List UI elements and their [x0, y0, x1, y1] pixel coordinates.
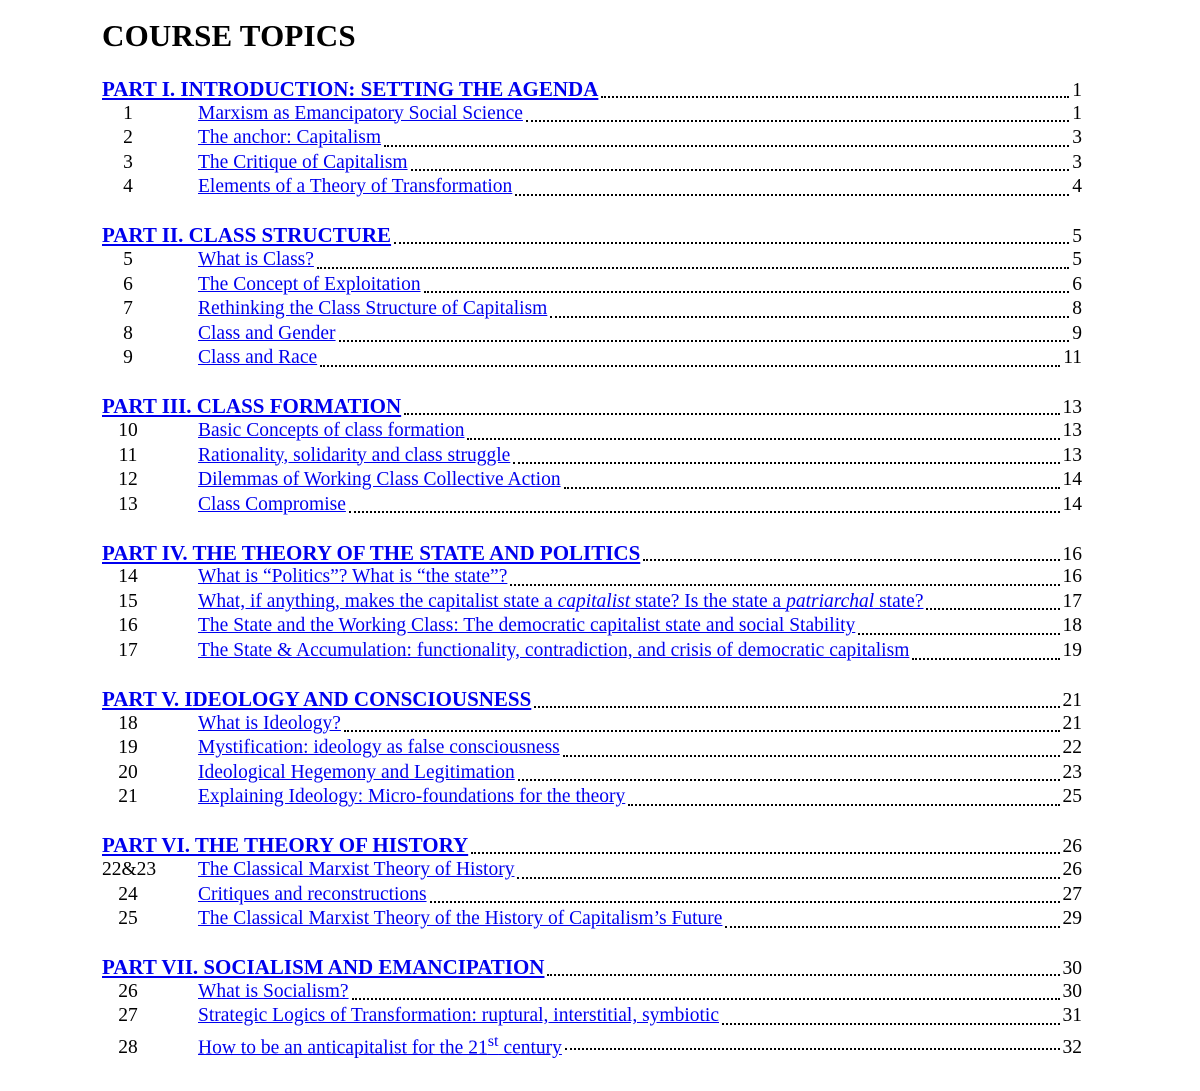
part-heading-link[interactable]: PART V. IDEOLOGY AND CONSCIOUSNESS	[102, 687, 532, 712]
page-number: 21	[1062, 712, 1082, 734]
page-number: 31	[1062, 1005, 1082, 1027]
page-number: 17	[1062, 590, 1082, 612]
page-number: 19	[1062, 640, 1082, 662]
topic-link[interactable]: The Critique of Capitalism	[198, 151, 408, 173]
page-number: 23	[1062, 761, 1082, 783]
topic-number: 19	[118, 737, 138, 759]
toc-part-heading	[102, 955, 1082, 980]
topic-number: 21	[118, 786, 138, 808]
topic-number: 5	[123, 248, 133, 270]
toc-entry	[102, 858, 1082, 883]
toc-entry	[102, 1004, 1082, 1029]
toc-part-heading	[102, 394, 1082, 419]
topic-number: 4	[123, 176, 133, 198]
page-number: 1	[1072, 80, 1082, 101]
dot-leader	[510, 584, 1059, 586]
dot-leader	[550, 316, 1069, 318]
page-number: 14	[1062, 493, 1082, 515]
topic-link[interactable]: Class and Race	[198, 347, 318, 369]
page-number: 16	[1062, 543, 1082, 565]
toc-entry	[102, 1029, 1082, 1059]
part-heading-link[interactable]: PART I. INTRODUCTION: SETTING THE AGENDA	[102, 77, 599, 101]
topic-number: 10	[118, 419, 138, 441]
topic-number: 8	[123, 322, 133, 344]
topic-number: 28	[118, 1037, 138, 1059]
topic-link[interactable]: What is Class?	[198, 248, 314, 270]
page-number: 5	[1072, 248, 1082, 270]
dot-leader	[564, 487, 1060, 489]
toc-entry	[102, 126, 1082, 151]
dot-leader	[394, 242, 1069, 244]
topic-link[interactable]: What is Socialism?	[198, 980, 349, 1002]
toc-part-section	[102, 833, 1082, 931]
topic-number: 2	[123, 127, 133, 149]
topic-number: 27	[118, 1005, 138, 1027]
topic-link[interactable]: Critiques and reconstructions	[198, 883, 427, 905]
toc-part-section	[102, 394, 1082, 517]
toc-entry	[102, 639, 1082, 664]
toc-part-section	[102, 541, 1082, 664]
part-heading-link[interactable]: PART III. CLASS FORMATION	[102, 394, 402, 419]
page-number: 32	[1062, 1037, 1082, 1059]
dot-leader	[515, 194, 1069, 196]
topic-link[interactable]: Explaining Ideology: Micro-foundations for the theory	[198, 786, 626, 808]
topic-number: 22&23	[102, 858, 157, 880]
toc-entry	[102, 468, 1082, 493]
topic-link[interactable]: What is “Politics”? What is “the state”?	[198, 566, 508, 588]
page-number: 4	[1072, 176, 1082, 198]
toc-part-heading	[102, 223, 1082, 248]
toc-part-section	[102, 955, 1082, 1059]
dot-leader	[320, 365, 1060, 367]
page-number: 13	[1062, 397, 1082, 419]
toc-entry	[102, 712, 1082, 737]
toc-entry	[102, 151, 1082, 176]
page-number: 16	[1062, 566, 1082, 588]
dot-leader	[349, 511, 1060, 513]
table-of-contents	[102, 77, 1082, 1077]
topic-link[interactable]: Elements of a Theory of Transformation	[198, 176, 513, 198]
page-number: 27	[1062, 883, 1082, 905]
part-heading-link[interactable]: PART IV. THE THEORY OF THE STATE AND POLITICS	[102, 540, 641, 565]
topic-number: 25	[118, 908, 138, 930]
toc-entry	[102, 736, 1082, 761]
dot-leader	[534, 706, 1059, 708]
topic-number: 7	[123, 298, 133, 320]
page-number: 13	[1062, 444, 1082, 466]
page-number: 3	[1072, 127, 1082, 149]
toc-entry	[102, 883, 1082, 908]
dot-leader	[926, 608, 1059, 610]
topic-number: 1	[123, 102, 133, 124]
page-number: 9	[1072, 322, 1082, 344]
toc-entry	[102, 493, 1082, 518]
topic-number: 6	[123, 273, 133, 295]
toc-entry	[102, 419, 1082, 444]
toc-part-heading	[102, 833, 1082, 858]
topic-link[interactable]: Rethinking the Class Structure of Capitalism	[198, 298, 548, 320]
topic-number: 24	[118, 883, 138, 905]
page-number: 6	[1072, 273, 1082, 295]
page-number: 13	[1062, 419, 1082, 441]
dot-leader	[339, 340, 1070, 342]
toc-entry	[102, 248, 1082, 273]
page-number: 22	[1062, 737, 1082, 759]
topic-link[interactable]: Class and Gender	[198, 322, 336, 344]
topic-link[interactable]: Rationality, solidarity and class struggle	[198, 444, 511, 466]
toc-entry	[102, 273, 1082, 298]
toc-part-section	[102, 223, 1082, 371]
page-title: COURSE TOPICS	[102, 18, 356, 53]
toc-entry	[102, 785, 1082, 810]
topic-number: 15	[118, 590, 138, 612]
toc-entry	[102, 907, 1082, 932]
topic-link[interactable]: Basic Concepts of class formation	[198, 419, 465, 441]
topic-link[interactable]: The Classical Marxist Theory of History	[198, 858, 515, 880]
toc-part-heading	[102, 77, 1082, 102]
dot-leader	[518, 779, 1060, 781]
dot-leader	[317, 267, 1069, 269]
dot-leader	[467, 438, 1059, 440]
toc-entry	[102, 346, 1082, 371]
dot-leader	[643, 559, 1059, 561]
toc-entry	[102, 980, 1082, 1005]
page-number: 1	[1072, 102, 1082, 124]
dot-leader	[344, 730, 1060, 732]
toc-part-heading	[102, 687, 1082, 712]
page-number: 3	[1072, 151, 1082, 173]
topic-link[interactable]: The anchor: Capitalism	[198, 127, 382, 149]
toc-entry	[102, 175, 1082, 200]
page-number: 18	[1062, 615, 1082, 637]
topic-number: 11	[118, 444, 138, 466]
topic-number: 17	[118, 640, 138, 662]
page-number: 30	[1062, 958, 1082, 980]
dot-leader	[547, 974, 1059, 976]
toc-entry	[102, 761, 1082, 786]
dot-leader	[912, 658, 1059, 660]
dot-leader	[858, 633, 1059, 635]
topic-number: 13	[118, 493, 138, 515]
dot-leader	[513, 462, 1059, 464]
topic-link[interactable]: Marxism as Emancipatory Social Science	[198, 102, 523, 124]
topic-link[interactable]: Ideological Hegemony and Legitimation	[198, 761, 515, 783]
dot-leader	[384, 145, 1069, 147]
topic-link[interactable]: What is Ideology?	[198, 712, 341, 734]
toc-part-heading	[102, 541, 1082, 566]
topic-link[interactable]: Class Compromise	[198, 493, 346, 515]
dot-leader	[725, 926, 1059, 928]
dot-leader	[411, 169, 1070, 171]
dot-leader	[628, 804, 1059, 806]
topic-link[interactable]: Mystification: ideology as false consciousness	[198, 737, 560, 759]
page-number: 26	[1062, 858, 1082, 880]
topic-link[interactable]: The Classical Marxist Theory of the History of Capitalism’s Future	[198, 908, 723, 930]
topic-link[interactable]: Strategic Logics of Transformation: ruptural, interstitial, symbiotic	[198, 1005, 720, 1027]
toc-part-section	[102, 77, 1082, 200]
page-number: 14	[1062, 469, 1082, 491]
dot-leader	[526, 120, 1069, 122]
toc-entry	[102, 297, 1082, 322]
topic-number: 26	[118, 980, 138, 1002]
toc-entry	[102, 590, 1082, 615]
dot-leader	[430, 901, 1060, 903]
toc-part-section	[102, 687, 1082, 810]
dot-leader	[404, 413, 1059, 415]
topic-number: 18	[118, 712, 138, 734]
page-number: 30	[1062, 980, 1082, 1002]
toc-entry	[102, 102, 1082, 127]
topic-link[interactable]: The State and the Working Class: The democratic capitalist state and social Stability	[198, 615, 856, 637]
topic-link[interactable]: How to be an anticapitalist for the 21st century	[198, 1031, 562, 1059]
toc-entry	[102, 565, 1082, 590]
dot-leader	[352, 998, 1060, 1000]
dot-leader	[601, 96, 1069, 98]
dot-leader	[722, 1023, 1059, 1025]
toc-entry	[102, 444, 1082, 469]
topic-number: 14	[118, 566, 138, 588]
part-heading-link[interactable]: PART II. CLASS STRUCTURE	[102, 223, 392, 248]
page-number: 21	[1062, 690, 1082, 712]
dot-leader	[424, 291, 1070, 293]
page-number: 25	[1062, 786, 1082, 808]
toc-entry	[102, 614, 1082, 639]
page-number: 29	[1062, 908, 1082, 930]
part-heading-link[interactable]: PART VI. THE THEORY OF HISTORY	[102, 833, 469, 858]
dot-leader	[471, 852, 1059, 854]
page-number: 11	[1063, 347, 1082, 369]
page-number: 26	[1062, 836, 1082, 858]
topic-number: 3	[123, 151, 133, 173]
dot-leader	[517, 877, 1059, 879]
page-number: 8	[1072, 298, 1082, 320]
topic-link[interactable]: The State & Accumulation: functionality, contradiction, and crisis of democratic capitalism	[198, 640, 910, 662]
dot-leader	[565, 1048, 1060, 1050]
topic-link[interactable]: The Concept of Exploitation	[198, 273, 421, 295]
topic-link[interactable]: What, if anything, makes the capitalist state a capitalist state? Is the state a patriarchal state?	[198, 590, 924, 612]
topic-link[interactable]: Dilemmas of Working Class Collective Action	[198, 469, 561, 491]
topic-number: 16	[118, 615, 138, 637]
topic-number: 9	[123, 347, 133, 369]
page-number: 5	[1072, 226, 1082, 248]
topic-number: 12	[118, 469, 138, 491]
toc-entry	[102, 322, 1082, 347]
part-heading-link[interactable]: PART VII. SOCIALISM AND EMANCIPATION	[102, 955, 545, 980]
dot-leader	[563, 755, 1060, 757]
topic-number: 20	[118, 761, 138, 783]
